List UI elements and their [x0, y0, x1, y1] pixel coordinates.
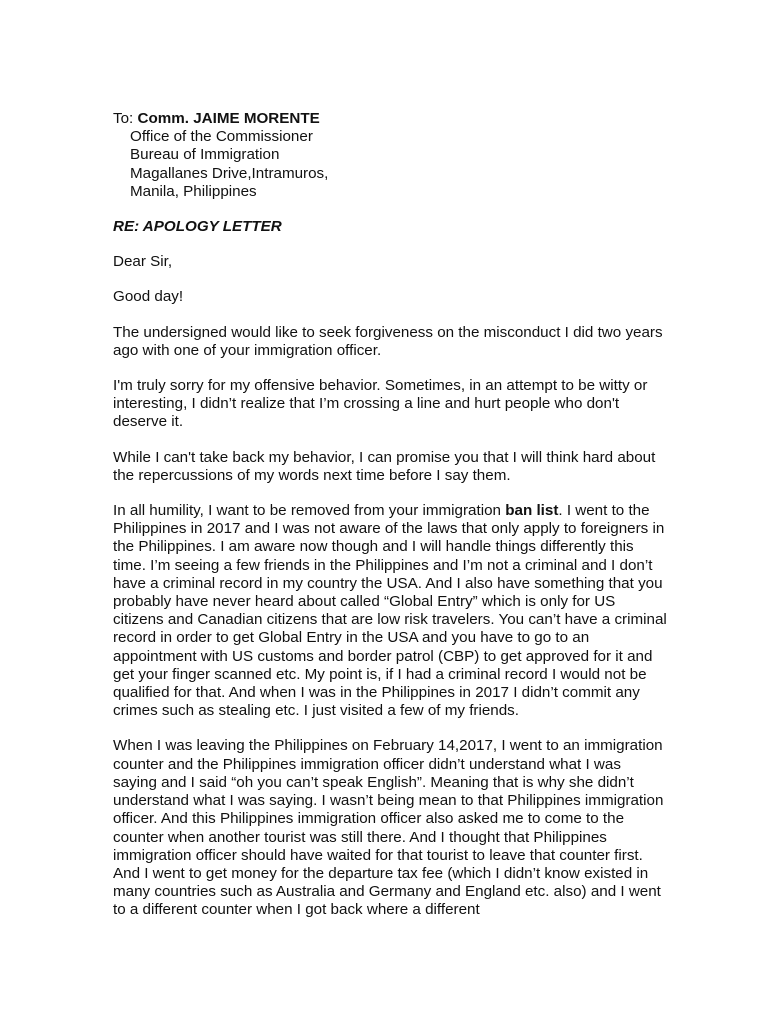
address-line-bureau: Bureau of Immigration	[130, 146, 280, 164]
recipient-address	[130, 128, 668, 201]
to-label: To:	[113, 110, 134, 127]
ban-list-text-after: . I went to the Philippines in 2017 and I was not aware of the laws that only apply to foreigners in the Philippines. I am aware now though and I will handle things differently this time. I’m seeing a few friends in the Philippines and I’m not a criminal and I don’t have a criminal record in my country the USA. And I also have something that you probably have never heard about called “Global Entry” which is only for US citizens and Canadian citizens that are low risk travelers. You can’t have a criminal record in order to get Global Entry in the USA and you have to go to an appointment with US customs and border patrol (CBP) to get approved for it and get your finger scanned etc. My point is, if I had a criminal record I would not be qualified for that. And when I was in the Philippines in 2017 I didn’t commit any crimes such as stealing etc. I just visited a few of my friends.	[113, 502, 667, 720]
address-line-street: Magallanes Drive,Intramuros,	[130, 164, 329, 182]
salutation: Dear Sir,	[113, 253, 173, 271]
ban-list-text-before: In all humility, I want to be removed from your immigration	[113, 502, 506, 520]
paragraph-promise: While I can't take back my behavior, I can promise you that I will think hard about the repercussions of my words next time before I say them.	[113, 448, 656, 484]
paragraph-forgiveness: The undersigned would like to seek forgiveness on the misconduct I did two years ago with one of your immigration officer.	[113, 323, 663, 359]
subject-line: RE: APOLOGY LETTER	[113, 218, 282, 236]
paragraph-ban-list	[113, 502, 668, 720]
recipient-name: Comm. JAIME MORENTE	[137, 110, 320, 127]
paragraph-sorry: I'm truly sorry for my offensive behavior. Sometimes, in an attempt to be witty or interesting, I didn’t realize that I’m crossing a line and hurt people who don't deserve it.	[113, 377, 648, 431]
address-line-city: Manila, Philippines	[130, 182, 257, 200]
address-line-office: Office of the Commissioner	[130, 128, 313, 146]
greeting: Good day!	[113, 288, 184, 306]
recipient-line	[113, 110, 668, 128]
ban-list-highlight: ban list	[505, 502, 559, 520]
paragraph-incident: When I was leaving the Philippines on February 14,2017, I went to an immigration counter and the Philippines immigration officer didn’t understand what I was saying and I said “oh you can’t speak English”. Meaning that is why she didn’t understand what I was saying. I wasn’t being mean to that Philippines immigration officer. And this Philippines immigration officer also asked me to come to the counter when another tourist was still there. And I thought that Philippines immigration officer should have waited for that tourist to leave that counter first. And I went to get money for the departure tax fee (which I didn’t know existed in many countries such as Australia and Germany and England etc. also) and I went to a different counter when I got back where a different	[113, 737, 664, 919]
